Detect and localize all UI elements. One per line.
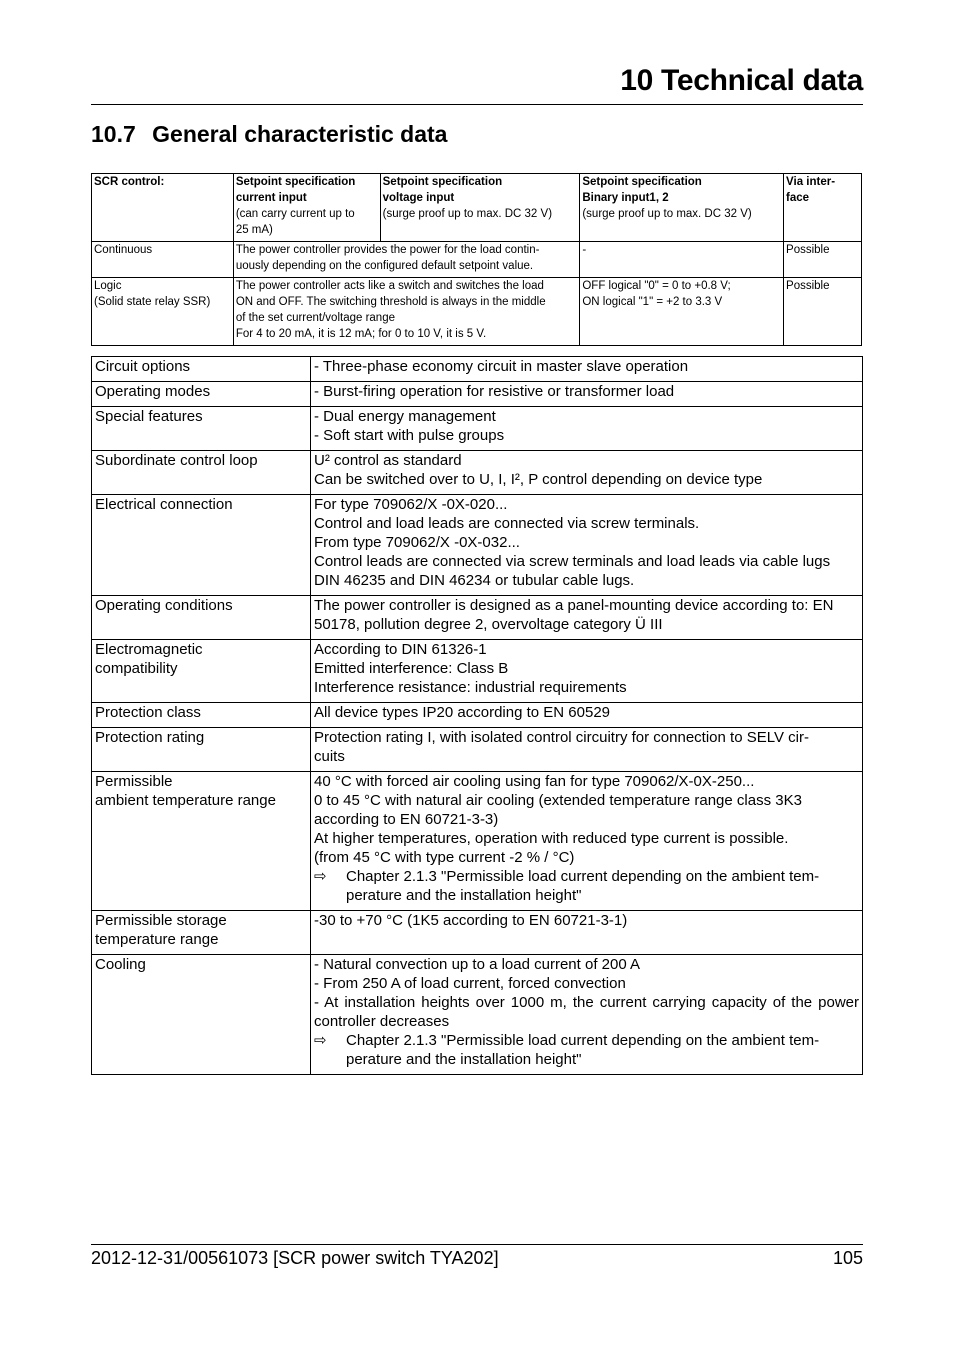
text-line: (can carry current up to [235,208,355,220]
text-line: Interference resistance: industrial requirements [314,679,627,696]
text-line: Control leads are connected via screw terminals and load leads via cable lugs DIN 46235 and DIN 46234 or tubular cable lugs. [314,553,831,589]
row-label [92,911,311,955]
table-row [92,703,863,728]
text-line: Operating conditions [95,597,233,614]
binary-input-cell [580,278,784,346]
table-header-row [92,174,862,242]
arrow-right-icon: ⇨ [314,1032,327,1049]
row-value [311,955,863,1075]
table-row [92,278,862,346]
scr-control-table [91,173,862,346]
analog-setpoint-cell [233,242,580,278]
text-line: Can be switched over to U, I, I², P control depending on device type [314,471,763,488]
cross-reference [314,1031,859,1069]
text-line: Setpoint specification [382,176,503,188]
row-label [92,596,311,640]
table-row [92,242,862,278]
footer-doc-info: 2012-12-31/00561073 [SCR power switch TYA202] [91,1248,499,1268]
row-value [311,451,863,495]
text-line: ON and OFF. The switching threshold is always in the middle [235,296,546,308]
text-line: Control and load leads are connected via screw terminals. [314,515,700,532]
text-line: - Three-phase economy circuit in master slave operation [314,358,689,375]
row-label [92,703,311,728]
text-line: SCR control: [94,176,165,188]
binary-input-cell [580,242,784,278]
text-line: Continuous [94,244,153,256]
text-line: - [582,244,587,256]
table-row [92,728,863,772]
text-line: At higher temperatures, operation with reduced type current is possible. [314,830,789,847]
page-number: 105 [832,1248,863,1268]
text-line: Emitted interference: Class B [314,660,509,677]
text-line: Operating modes [95,383,211,400]
text-line: ambient temperature range [95,792,276,809]
text-line: Protection rating I, with isolated control circuitry for connection to SELV cir- [314,729,809,746]
reference-text: Chapter 2.1.3 "Permissible load current depending on the ambient tem- perature and the installation height" [346,1032,820,1068]
cross-reference [314,867,859,905]
row-label [92,955,311,1075]
text-line: For 4 to 20 mA, it is 12 mA; for 0 to 10 V, it is 5 V. [235,328,487,340]
table-row [92,357,863,382]
text-line: Circuit options [95,358,191,375]
text-line: From type 709062/X -0X-032... [314,534,520,551]
header-cell [233,174,380,242]
text-line: compatibility [95,660,178,677]
text-line: current input [235,192,307,204]
text-line: of the set current/voltage range [235,312,395,324]
text-line: The power controller acts like a switch and switches the load [235,280,544,292]
text-line: - Dual energy management [314,408,496,425]
text-line: Electrical connection [95,496,233,513]
row-label [92,640,311,703]
text-line: temperature range [95,931,219,948]
text-line: - Natural convection up to a load current of 200 A [314,956,641,973]
text-line: For type 709062/X -0X-020... [314,496,508,513]
text-line: Possible [786,280,830,292]
row-label [92,382,311,407]
text-line: cuits [314,748,345,765]
row-value [311,728,863,772]
mode-cell [92,242,234,278]
text-line: - Soft start with pulse groups [314,427,505,444]
row-value [311,703,863,728]
row-value [311,772,863,911]
table-row [92,772,863,911]
text-line: Cooling [95,956,146,973]
arrow-right-icon: ⇨ [314,868,327,885]
table-row [92,640,863,703]
text-line: face [786,192,810,204]
text-line: 40 °C with forced air cooling using fan for type 709062/X-0X-250... [314,773,755,790]
row-label [92,451,311,495]
text-line: -30 to +70 °C (1K5 according to EN 60721-3-1) [314,912,628,929]
text-line: Logic [94,280,122,292]
header-cell [580,174,784,242]
text-line: Protection class [95,704,201,721]
row-value [311,407,863,451]
table-row [92,955,863,1075]
text-line: Special features [95,408,203,425]
text-line: ON logical "1" = +2 to 3.3 V [582,296,723,308]
header-cell [92,174,234,242]
text-line: (surge proof up to max. DC 32 V) [382,208,553,220]
header-cell [784,174,862,242]
row-label [92,495,311,596]
text-line: 25 mA) [235,224,273,236]
text-line: - From 250 A of load current, forced convection [314,975,626,992]
text-line: U² control as standard [314,452,462,469]
header-rule [91,104,863,105]
section-title: General characteristic data [152,121,448,147]
text-line: According to DIN 61326-1 [314,641,487,658]
row-value [311,596,863,640]
table-row [92,596,863,640]
row-value [311,911,863,955]
chapter-title: 10 Technical data [620,64,863,97]
footer-rule [91,1244,863,1245]
table-row [92,911,863,955]
row-value [311,382,863,407]
section-heading [91,121,447,148]
row-label [92,357,311,382]
row-value [311,357,863,382]
text-line: - At installation heights over 1000 m, the current carrying capacity of the power controller decreases [314,994,859,1030]
text-line: according to EN 60721-3-3) [314,811,499,828]
row-label [92,772,311,911]
text-line: The power controller is designed as a panel-mounting device according to: EN 50178, pollution degree 2, overvoltage category Ü III [314,597,834,633]
section-number: 10.7 [91,121,136,147]
table-row [92,382,863,407]
header-cell [380,174,580,242]
text-line: Protection rating [95,729,205,746]
interface-cell [784,278,862,346]
text-line: Permissible [95,773,173,790]
text-line: The power controller provides the power for the load contin- [235,244,540,256]
row-label [92,407,311,451]
row-label [92,728,311,772]
text-line: Possible [786,244,830,256]
reference-text: Chapter 2.1.3 "Permissible load current depending on the ambient tem- perature and the installation height" [346,868,820,904]
table-row [92,495,863,596]
text-line: Binary input1, 2 [582,192,669,204]
text-line: - Burst-firing operation for resistive or transformer load [314,383,675,400]
analog-setpoint-cell [233,278,580,346]
text-line: Setpoint specification [235,176,356,188]
table-row [92,407,863,451]
text-line: Via inter- [786,176,836,188]
text-line: All device types IP20 according to EN 60529 [314,704,611,721]
text-line: voltage input [382,192,455,204]
text-line: Subordinate control loop [95,452,258,469]
text-line: (Solid state relay SSR) [94,296,211,308]
text-line: Setpoint specification [582,176,702,188]
characteristics-table [91,356,863,1075]
text-line: (surge proof up to max. DC 32 V) [582,208,752,220]
text-line: Electromagnetic [95,641,203,658]
text-line: Permissible storage [95,912,227,929]
row-value [311,640,863,703]
text-line: OFF logical "0" = 0 to +0.8 V; [582,280,731,292]
table-row [92,451,863,495]
text-line: uously depending on the configured default setpoint value. [235,260,534,272]
text-line: 0 to 45 °C with natural air cooling (extended temperature range class 3K3 [314,792,802,809]
row-value [311,495,863,596]
text-line: (from 45 °C with type current -2 % / °C) [314,849,575,866]
interface-cell [784,242,862,278]
mode-cell [92,278,234,346]
